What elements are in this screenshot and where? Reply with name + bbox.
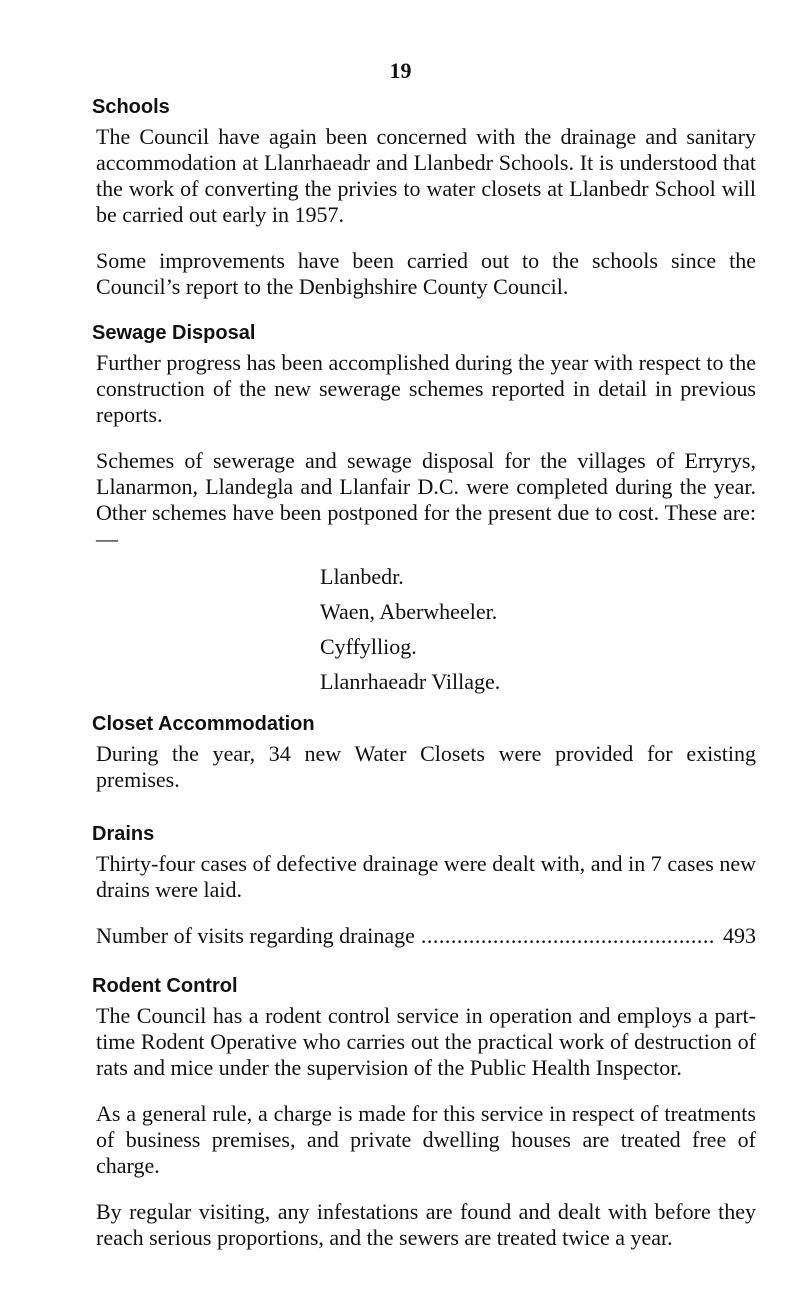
list-item: Llanbedr. <box>320 564 404 589</box>
paragraph: During the year, 34 new Water Closets were provided for existing premises. <box>96 741 756 792</box>
list-item: Cyffylliog. <box>320 634 417 659</box>
list-item: Waen, Aberwheeler. <box>320 599 498 624</box>
section-closet-accommodation <box>92 711 756 793</box>
heading-drains: Drains <box>92 823 155 845</box>
paragraph: The Council has a rodent control service in operation and employs a part-time Rodent Operative who carries out the practical work of destruction of rats and mice under the supervision of the Public Health Inspector. <box>96 1003 756 1080</box>
page-number: 19 <box>389 58 412 83</box>
section-drains <box>92 821 756 949</box>
paragraph: As a general rule, a charge is made for this service in respect of treatments of business premises, and private dwelling houses are treated free of charge. <box>96 1101 756 1178</box>
list-item: Llanrhaeadr Village. <box>320 669 501 694</box>
section-schools <box>92 94 756 300</box>
heading-sewage-disposal: Sewage Disposal <box>92 322 256 344</box>
document-body <box>92 94 756 1271</box>
paragraph: Schemes of sewerage and sewage disposal for the villages of Erryrys, Llanarmon, Llandegla and Llanfair D.C. were completed during the year. Other schemes have been postponed for the present due to cost. These are:— <box>96 448 756 551</box>
heading-closet-accommodation: Closet Accommodation <box>92 713 315 735</box>
drainage-visits-row <box>96 923 756 949</box>
drainage-visits-label: Number of visits regarding drainage <box>96 923 415 948</box>
drainage-visits-value: 493 <box>723 923 756 948</box>
paragraph: By regular visiting, any infestations are found and dealt with before they reach serious proportions, and the sewers are treated twice a year. <box>96 1199 756 1250</box>
section-rodent-control <box>92 973 756 1251</box>
section-sewage-disposal <box>92 320 756 699</box>
paragraph: Thirty-four cases of defective drainage were dealt with, and in 7 cases new drains were laid. <box>96 851 756 902</box>
heading-rodent-control: Rodent Control <box>92 975 238 997</box>
paragraph: The Council have again been concerned with the drainage and sanitary accommodation at Llanrhaeadr and Llanbedr Schools. It is understood that the work of converting the privies to water closets at Llanbedr School will be carried out early in 1957. <box>96 124 756 227</box>
postponed-schemes-list <box>320 559 756 699</box>
leader-dots <box>421 923 715 949</box>
heading-schools: Schools <box>92 96 170 118</box>
paragraph: Some improvements have been carried out to the schools since the Council’s report to the Denbighshire County Council. <box>96 248 756 299</box>
paragraph: Further progress has been accomplished during the year with respect to the construction of the new sewerage schemes reported in detail in previous reports. <box>96 350 756 427</box>
